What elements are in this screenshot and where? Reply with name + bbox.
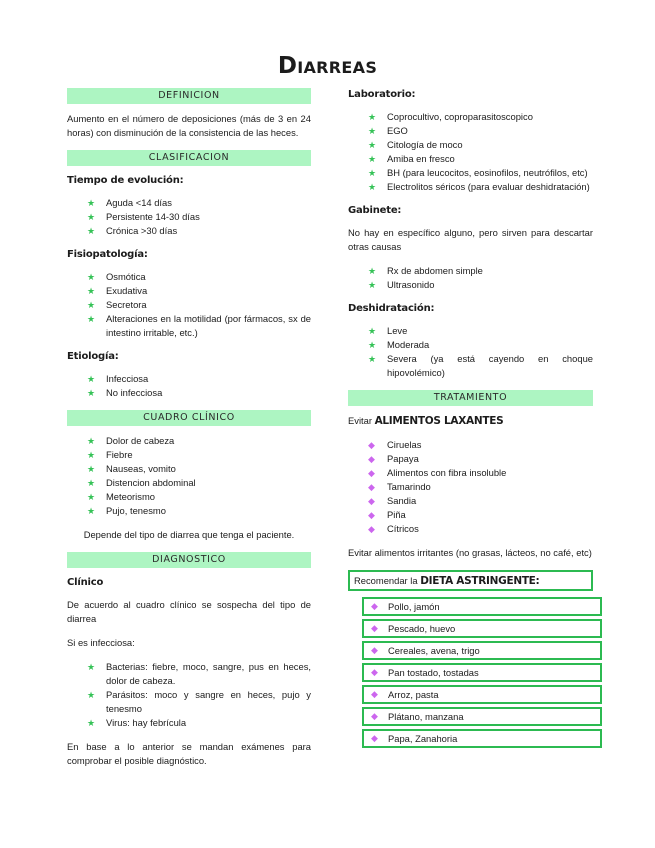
laxantes-list <box>348 438 593 536</box>
alimentos-laxantes-highlight: ALIMENTOS LAXANTES <box>374 415 504 427</box>
etiologia-heading: Etiología: <box>67 351 119 362</box>
left-column <box>67 88 311 778</box>
list-item: ★ Citología de moco <box>348 138 593 152</box>
laboratorio-list <box>348 110 593 194</box>
list-item: ★ Coprocultivo, coproparasitoscopico <box>348 110 593 124</box>
section-band-definicion: DEFINICION <box>67 88 311 104</box>
tiempo-list <box>67 196 311 238</box>
dieta-astringente-header <box>348 570 593 591</box>
list-item: ★ Pujo, tenesmo <box>67 504 311 518</box>
fisiopatologia-list <box>67 270 311 340</box>
list-item: ◆ Papaya <box>348 452 593 466</box>
diagnostico-text-1: De acuerdo al cuadro clínico se sospecha del tipo de diarrea <box>67 599 311 624</box>
list-item: ◆ Pan tostado, tostadas <box>362 663 602 682</box>
evitar-laxantes-line <box>348 414 593 428</box>
list-item: ◆ Cítricos <box>348 522 593 536</box>
definicion-text: Aumento en el número de deposiciones (más de 3 en 24 horas) con disminución de la consistencia de las heces. <box>67 113 311 138</box>
list-item: ★ BH (para leucocitos, eosinofilos, neutrófilos, etc) <box>348 166 593 180</box>
laboratorio-heading: Laboratorio: <box>348 89 416 100</box>
dieta-astringente-highlight: DIETA ASTRINGENTE: <box>420 575 540 587</box>
list-item: ★ Rx de abdomen simple <box>348 264 593 278</box>
list-item: ◆ Ciruelas <box>348 438 593 452</box>
gabinete-text: No hay en específico alguno, pero sirven para descartar otras causas <box>348 227 593 252</box>
deshidratacion-heading: Deshidratación: <box>348 303 435 314</box>
list-item: ◆ Papa, Zanahoria <box>362 729 602 748</box>
list-item: ★ Ultrasonido <box>348 278 593 292</box>
list-item: ◆ Piña <box>348 508 593 522</box>
list-item: ★ Nauseas, vomito <box>67 462 311 476</box>
tiempo-heading: Tiempo de evolución: <box>67 175 184 186</box>
list-item: ★ Bacterias: fiebre, moco, sangre, pus en heces, dolor de cabeza. <box>67 660 311 688</box>
gabinete-heading: Gabinete: <box>348 205 402 216</box>
fisiopatologia-heading: Fisiopatología: <box>67 249 148 260</box>
list-item: ◆ Tamarindo <box>348 480 593 494</box>
list-item: ★ Infecciosa <box>67 372 311 386</box>
list-item: ◆ Arroz, pasta <box>362 685 602 704</box>
list-item: ★ Osmótica <box>67 270 311 284</box>
clinico-heading: Clínico <box>67 577 104 588</box>
cuadro-list <box>67 434 311 518</box>
list-item: ★ Fiebre <box>67 448 311 462</box>
list-item: ★ Dolor de cabeza <box>67 434 311 448</box>
recomendar-prefix: Recomendar la <box>354 575 418 586</box>
list-item: ★ Persistente 14-30 días <box>67 210 311 224</box>
etiologia-list <box>67 372 311 400</box>
list-item: ◆ Plátano, manzana <box>362 707 602 726</box>
section-band-clasificacion: CLASIFICACION <box>67 150 311 166</box>
list-item: ★ Alteraciones en la motilidad (por fármacos, sx de intestino irritable, etc.) <box>67 312 311 340</box>
list-item: ★ Leve <box>348 324 593 338</box>
list-item: ★ No infecciosa <box>67 386 311 400</box>
list-item: ★ EGO <box>348 124 593 138</box>
infecciosa-list <box>67 660 311 730</box>
gabinete-list <box>348 264 593 292</box>
list-item: ★ Virus: hay febrícula <box>67 716 311 730</box>
section-band-diagnostico: DIAGNOSTICO <box>67 552 311 568</box>
section-band-tratamiento: TRATAMIENTO <box>348 390 593 406</box>
list-item: ★ Crónica >30 días <box>67 224 311 238</box>
list-item: ★ Electrolitos séricos (para evaluar deshidratación) <box>348 180 593 194</box>
list-item: ★ Severa (ya está cayendo en choque hipovolémico) <box>348 352 593 380</box>
list-item: ★ Distencion abdominal <box>67 476 311 490</box>
list-item: ◆ Pescado, huevo <box>362 619 602 638</box>
deshidratacion-list <box>348 324 593 380</box>
list-item: ★ Parásitos: moco y sangre en heces, pujo y tenesmo <box>67 688 311 716</box>
list-item: ★ Secretora <box>67 298 311 312</box>
cuadro-note: Depende del tipo de diarrea que tenga el paciente. <box>83 529 295 540</box>
list-item: ★ Meteorismo <box>67 490 311 504</box>
list-item: ◆ Cereales, avena, trigo <box>362 641 602 660</box>
list-item: ◆ Pollo, jamón <box>362 597 602 616</box>
page-title: Diarreas <box>277 53 378 79</box>
list-item: ★ Moderada <box>348 338 593 352</box>
right-column <box>348 88 593 751</box>
list-item: ★ Exudativa <box>67 284 311 298</box>
evitar-prefix: Evitar <box>348 415 372 426</box>
list-item: ◆ Alimentos con fibra insoluble <box>348 466 593 480</box>
diagnostico-text-3: En base a lo anterior se mandan exámenes para comprobar el posible diagnóstico. <box>67 741 311 766</box>
diagnostico-text-2: Si es infecciosa: <box>67 637 135 648</box>
list-item: ★ Amiba en fresco <box>348 152 593 166</box>
section-band-cuadro-clinico: CUADRO CLÍNICO <box>67 410 311 426</box>
list-item: ◆ Sandia <box>348 494 593 508</box>
irritantes-text: Evitar alimentos irritantes (no grasas, lácteos, no café, etc) <box>348 547 592 558</box>
list-item: ★ Aguda <14 días <box>67 196 311 210</box>
astringente-list <box>362 597 593 748</box>
